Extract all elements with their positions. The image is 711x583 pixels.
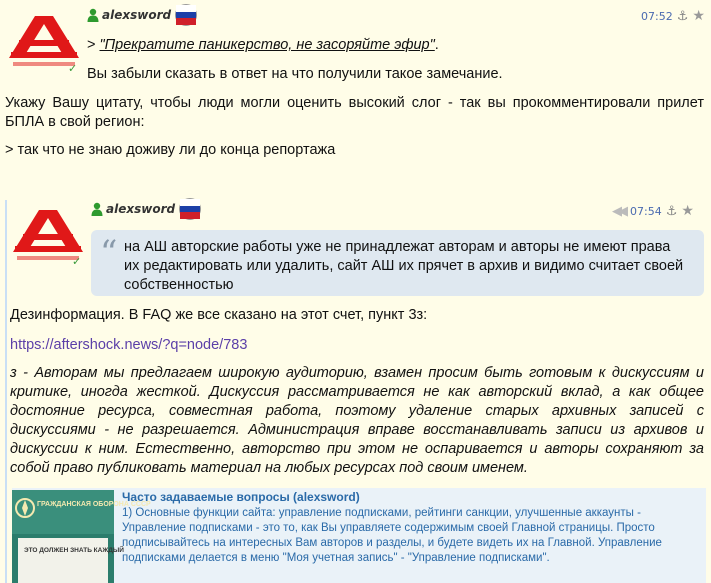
- card-body: 1) Основные функции сайта: управление подписками, рейтинги санкции, улучшенные аккаунты - Управление подписками - это то, как Вы управляете содержимым своей Главной страницы. Просто подписывайтесь на интересных Вам авторов и разделы, и будете видеть их на Главной. Управление подписками делается в меню "Моя учетная запись" - "Управление подписками".: [122, 507, 662, 564]
- comment-author: [87, 4, 197, 26]
- anchor-icon[interactable]: ⚓: [676, 8, 689, 24]
- thread-indent-line: [5, 200, 7, 583]
- comment-author: [91, 198, 201, 220]
- faq-link[interactable]: https://aftershock.news/?q=node/783: [10, 337, 248, 353]
- anchor-icon[interactable]: ⚓: [665, 203, 678, 219]
- user-avatar[interactable]: [5, 10, 83, 70]
- username[interactable]: alexsword: [102, 8, 172, 22]
- link-preview-card[interactable]: [12, 488, 706, 583]
- quoted-comment-link[interactable]: "Прекратите паникерство, не засоряйте эфир": [99, 37, 435, 53]
- reply-text: Вы забыли сказать в ответ на что получили такое замечание.: [87, 66, 503, 82]
- quote-suffix: .: [434, 37, 439, 53]
- blockquote: [91, 230, 704, 296]
- rewind-icon[interactable]: ◀◀: [612, 203, 624, 219]
- comment-time[interactable]: 07:54: [630, 204, 662, 218]
- quote-line: [87, 36, 439, 55]
- thumb-header: ГРАЖДАНСКАЯ ОБОРОНА СССР: [37, 501, 151, 508]
- thumb-text: ЭТО ДОЛЖЕН ЗНАТЬ КАЖДЫЙ: [24, 547, 124, 554]
- check-icon: ✓: [68, 62, 78, 75]
- user-icon: [91, 202, 103, 216]
- faq-link-line: [10, 336, 247, 355]
- username[interactable]: alexsword: [106, 202, 176, 216]
- book-cover-thumbnail: [12, 490, 151, 583]
- user-icon: [87, 8, 99, 22]
- star-icon[interactable]: ★: [692, 8, 705, 24]
- quote-mark-icon: “: [100, 233, 118, 273]
- flag-russia-icon: [175, 4, 197, 26]
- comment-paragraph: Укажу Вашу цитату, чтобы люди могли оценить высокий слог - так вы прокомментировали прилет БПЛА в свой регион:: [5, 95, 704, 130]
- check-icon: ✓: [72, 255, 82, 268]
- quote-prefix: >: [87, 37, 100, 53]
- star-icon[interactable]: ★: [681, 203, 694, 219]
- flag-russia-icon: [179, 198, 201, 220]
- faq-quote: з - Авторам мы предлагаем широкую аудиторию, взамен просим быть готовым к дискуссиям и критике, иногда жесткой. Дискуссия рассматривается не как авторский вклад, а как общее достояние ресурса, совместная работа, поэтому удаление старых архивных записей с дискуссиями - не разрешается. Администрация вправе восстанавливать записи из архивов и дискуссии к ним. Естественно, авторство при этом не оспаривается и авторы сохраняют за собой право публиковать материал на любых ресурсах под своим именем.: [10, 365, 704, 476]
- comment-paragraph: Дезинформация. В FAQ же все сказано на этот счет, пункт 3з:: [10, 307, 428, 323]
- comment-meta: [641, 9, 705, 23]
- comment-meta: [612, 204, 694, 218]
- card-title[interactable]: Часто задаваемые вопросы (alexsword): [122, 490, 360, 504]
- comment-time[interactable]: 07:52: [641, 9, 673, 23]
- comment-paragraph: > так что не знаю доживу ли до конца репортажа: [5, 142, 336, 158]
- blockquote-text: на АШ авторские работы уже не принадлежат авторам и авторы не имеют права их редактировать или удалить, сайт АШ их прячет в архив и видимо считает своей собственностью: [124, 239, 684, 293]
